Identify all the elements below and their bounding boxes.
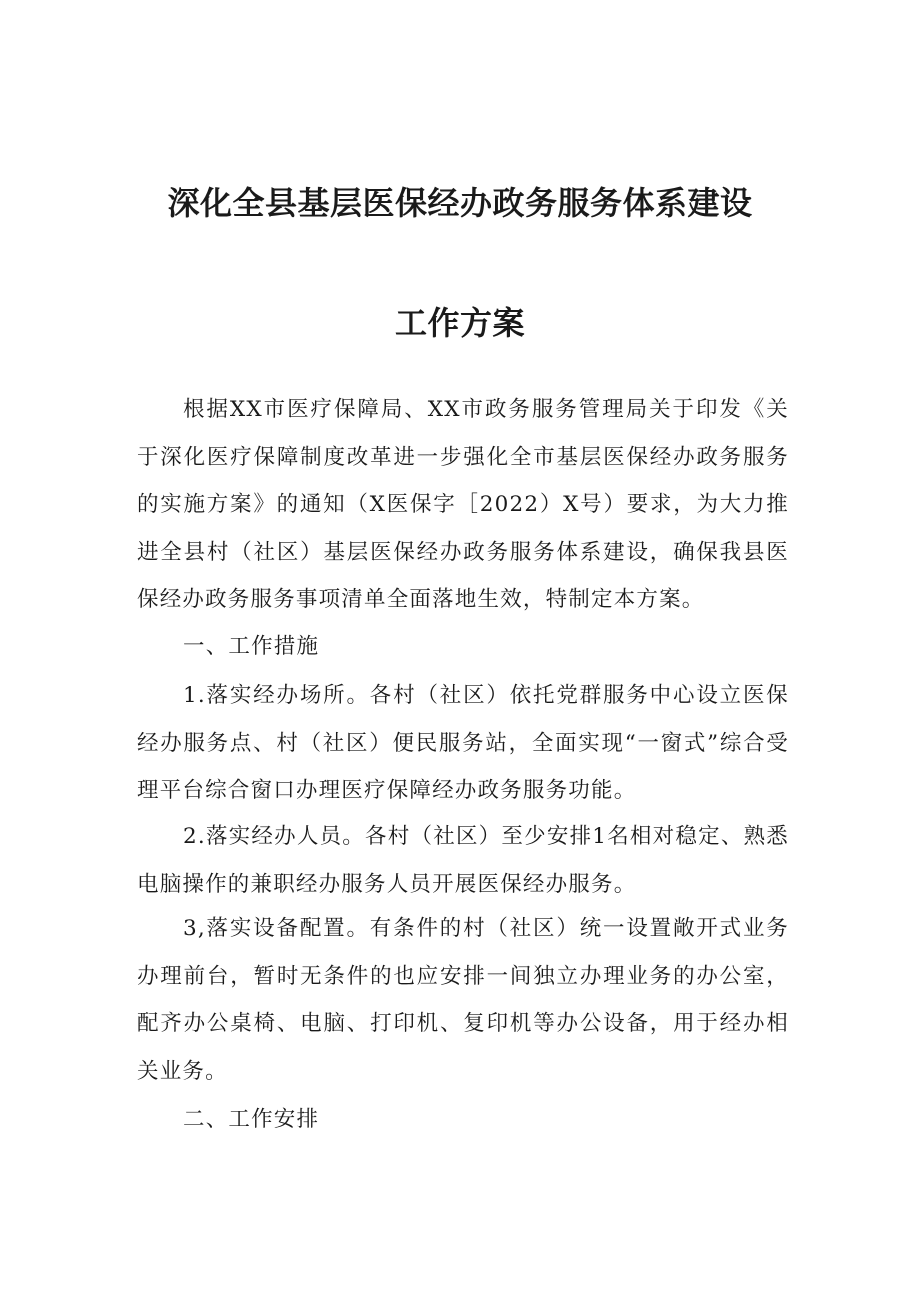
measure-paragraph-3: 3,落实设备配置。有条件的村（社区）统一设置敞开式业务办理前台，暂时无条件的也应安排一间独立办理业务的办公室，配齐办公桌椅、电脑、打印机、复印机等办公设备，用于经办相关业务。 [137, 916, 789, 1084]
document-title-line-2: 工作方案 [394, 304, 525, 342]
intro-paragraph: 根据XX市医疗保障局、XX市政务服务管理局关于印发《关于深化医疗保障制度改革进一步强化全市基层医保经办政务服务的实施方案》的通知（X医保字［2022）X号）要求，为大力推进全县村（社区）基层医保经办政务服务体系建设，确保我县医保经办政务服务事项清单全面落地生效，特制定本方案。 [137, 397, 789, 612]
section-heading-work-measures: 一、工作措施 [183, 634, 320, 659]
measure-paragraph-1: 1.落实经办场所。各村（社区）依托党群服务中心设立医保经办服务点、村（社区）便民服务站，全面实现“一窗式”综合受理平台综合窗口办理医疗保障经办政务服务功能。 [137, 683, 789, 803]
measure-paragraph-2: 2.落实经办人员。各村（社区）至少安排1名相对稳定、熟悉电脑操作的兼职经办服务人员开展医保经办服务。 [137, 824, 789, 897]
section-heading-work-arrangement: 二、工作安排 [183, 1107, 320, 1132]
document-title-line-1: 深化全县基层医保经办政务服务体系建设 [167, 184, 753, 222]
